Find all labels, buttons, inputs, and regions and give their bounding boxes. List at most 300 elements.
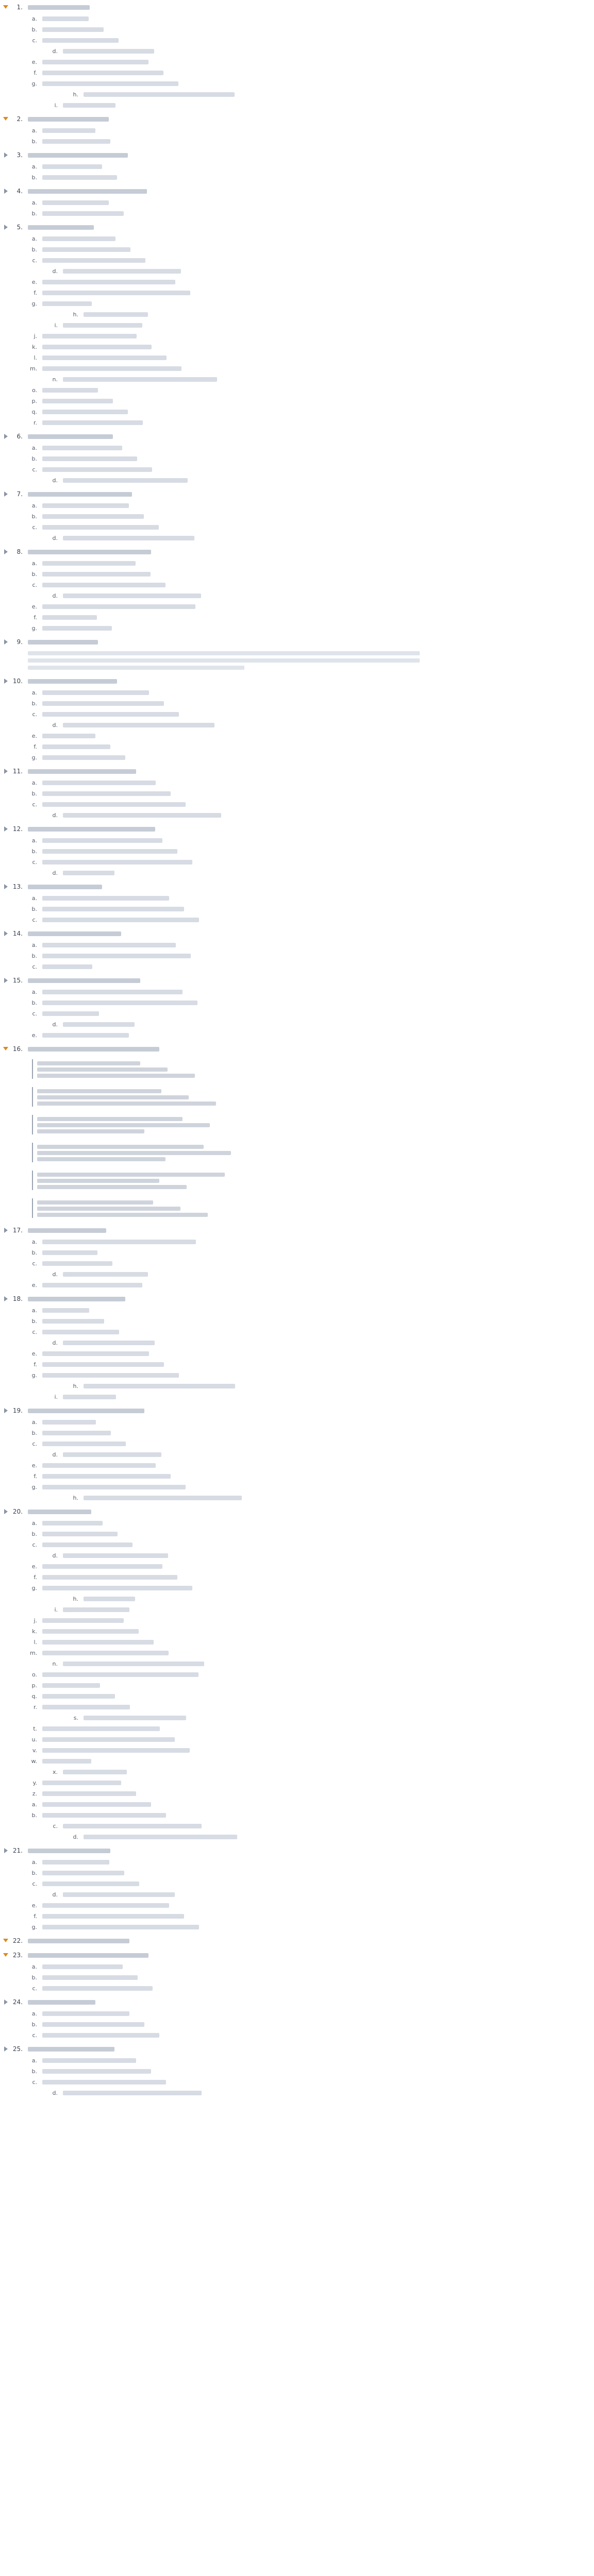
list-item [3,1417,581,1428]
section-title-placeholder [28,1939,129,1943]
section-heading[interactable] [3,1225,581,1236]
section-title-placeholder [28,434,113,439]
outline-section [3,1405,581,1503]
item-marker: e. [31,1902,37,1909]
list-item [3,1008,581,1019]
item-marker: g. [31,80,37,87]
item-text-placeholder [42,918,199,922]
expand-toggle-icon[interactable] [4,2046,8,2052]
section-heading[interactable] [3,222,581,233]
list-item [3,1392,581,1402]
list-item [3,951,581,961]
item-marker: a. [31,689,37,696]
item-marker: b. [31,2068,37,2075]
list-item [3,57,581,67]
item-marker: e. [31,1563,37,1570]
formula-line-placeholder [37,1207,180,1211]
item-marker: c. [32,37,37,44]
expand-toggle-icon[interactable] [3,1939,8,1942]
item-marker: d. [52,1891,58,1898]
list-item [3,752,581,763]
list-item [3,1604,581,1615]
outline-section [3,1506,581,1842]
list-item [3,1777,581,1788]
item-text-placeholder [42,1543,133,1547]
item-text-placeholder [42,712,179,717]
section-number: 25. [12,2045,23,2053]
section-heading[interactable] [3,1044,581,1055]
list-item [3,464,581,475]
item-marker: b. [31,138,37,145]
item-marker: a. [31,2010,37,2017]
outline-section [3,1044,581,1222]
item-marker: c. [32,1329,37,1335]
item-marker: c. [32,963,37,970]
item-marker: k. [32,344,37,350]
item-text-placeholder [42,258,145,263]
item-marker: d. [52,1021,58,1028]
section-heading[interactable] [3,489,581,500]
list-item [3,374,581,385]
section-heading[interactable] [3,431,581,443]
item-marker: b. [31,1318,37,1325]
item-marker: c. [32,1440,37,1447]
formula-line-placeholder [37,1200,153,1205]
outline-section [3,150,581,183]
section-heading[interactable] [3,186,581,197]
list-item [3,1583,581,1594]
section-heading[interactable] [3,928,581,940]
item-text-placeholder [42,1802,151,1807]
item-marker: b. [31,26,37,33]
item-marker: p. [31,1682,37,1689]
list-item [3,857,581,868]
section-heading[interactable] [3,2044,581,2055]
item-text-placeholder [42,755,125,760]
list-item [3,2077,581,2088]
paragraph-line-placeholder [28,658,420,663]
item-marker: g. [31,625,37,632]
item-marker: f. [34,743,37,750]
expand-toggle-icon[interactable] [4,1848,8,1853]
section-heading[interactable] [3,1405,581,1417]
item-marker: d. [52,1552,58,1559]
expand-toggle-icon[interactable] [4,978,8,983]
expand-toggle-icon[interactable] [4,225,8,230]
section-title-placeholder [28,1510,91,1514]
item-marker: d. [52,592,58,599]
item-marker: b. [31,1249,37,1256]
formula-block [3,1055,581,1083]
section-heading[interactable] [3,975,581,987]
item-marker: g. [31,1372,37,1379]
item-text-placeholder [42,1463,156,1468]
item-marker: a. [31,837,37,844]
list-item [3,1734,581,1745]
item-text-placeholder [42,175,117,180]
expand-toggle-icon[interactable] [4,1228,8,1233]
section-number: 2. [16,115,23,123]
list-item [3,1594,581,1604]
item-text-placeholder [63,723,214,727]
item-text-placeholder [42,1283,142,1287]
item-text-placeholder [42,572,151,577]
list-item [3,569,581,580]
outline-section [3,928,581,972]
item-text-placeholder [42,1521,103,1526]
list-item [3,1878,581,1889]
section-title-placeholder [28,153,128,158]
item-text-placeholder [42,791,171,796]
expand-toggle-icon[interactable] [4,1509,8,1514]
list-item [3,940,581,951]
item-text-placeholder [63,1272,148,1277]
item-marker: a. [31,1307,37,1314]
item-text-placeholder [42,1882,139,1886]
item-marker: b. [31,513,37,520]
section-title-placeholder [28,550,151,554]
item-text-placeholder [42,1575,177,1580]
list-item [3,100,581,111]
item-text-placeholder [42,1240,196,1244]
item-marker: c. [32,859,37,866]
expand-toggle-icon[interactable] [3,117,8,121]
item-text-placeholder [42,744,110,749]
item-marker: s. [73,1715,78,1721]
list-item [3,868,581,878]
item-text-placeholder [63,1022,135,1027]
item-text-placeholder [42,626,112,631]
list-item [3,255,581,266]
item-marker: e. [31,1462,37,1469]
item-marker: x. [52,1769,58,1775]
expand-toggle-icon[interactable] [4,769,8,774]
formula-block [3,1166,581,1194]
section-heading[interactable] [3,114,581,125]
list-item [3,1810,581,1821]
section-number: 10. [12,677,23,685]
section-number: 17. [12,1227,23,1234]
list-item [3,13,581,24]
item-text-placeholder [63,478,188,483]
expand-toggle-icon[interactable] [4,1408,8,1413]
item-text-placeholder [63,1452,161,1457]
list-item [3,1680,581,1691]
section-heading[interactable] [3,1936,581,1947]
section-heading[interactable] [3,676,581,687]
section-heading[interactable] [3,882,581,893]
item-text-placeholder [84,92,235,97]
item-marker: q. [31,409,37,415]
expand-toggle-icon[interactable] [3,1953,8,1957]
list-item [3,352,581,363]
item-marker: c. [32,1880,37,1887]
item-marker: b. [31,848,37,855]
formula-line-placeholder [37,1089,161,1093]
item-text-placeholder [42,2080,166,2084]
list-item [3,1280,581,1291]
section-title-placeholder [28,1953,148,1958]
item-marker: d. [52,812,58,819]
item-marker: l. [34,1639,37,1646]
list-item [3,1669,581,1680]
list-item [3,1359,581,1370]
item-text-placeholder [63,536,194,540]
item-text-placeholder [42,399,113,403]
item-text-placeholder [42,388,98,393]
list-item [3,522,581,533]
item-marker: g. [31,1484,37,1490]
section-heading[interactable] [3,1845,581,1857]
item-marker: a. [31,235,37,242]
section-number: 21. [12,1847,23,1854]
item-text-placeholder [42,990,183,994]
expand-toggle-icon[interactable] [4,492,8,497]
item-marker: e. [31,1282,37,1289]
item-marker: d. [52,48,58,55]
item-marker: i. [54,1394,58,1400]
list-item [3,2019,581,2030]
item-text-placeholder [42,2069,151,2074]
item-text-placeholder [63,1341,155,1345]
item-marker: h. [73,1383,78,1389]
item-text-placeholder [42,1860,109,1865]
expand-toggle-icon[interactable] [4,549,8,554]
item-text-placeholder [42,802,186,807]
item-marker: b. [31,246,37,253]
list-item [3,1493,581,1503]
list-item [3,623,581,634]
item-text-placeholder [42,1651,169,1655]
formula-line-placeholder [37,1067,168,1072]
item-marker: b. [31,1430,37,1436]
list-item [3,1745,581,1756]
section-number: 13. [12,883,23,890]
item-text-placeholder [42,503,129,508]
list-item [3,233,581,244]
item-text-placeholder [42,2033,159,2038]
item-marker: n. [52,1660,58,1667]
item-text-placeholder [84,312,148,317]
item-text-placeholder [42,1781,121,1785]
outline-section [3,676,581,763]
list-item [3,1889,581,1900]
item-text-placeholder [42,1308,89,1313]
item-text-placeholder [42,838,162,843]
outline-section [3,1997,581,2041]
list-item [3,2030,581,2041]
item-marker: q. [31,1693,37,1700]
section-heading[interactable] [3,824,581,835]
item-text-placeholder [42,1640,154,1645]
item-marker: f. [34,614,37,621]
section-heading[interactable] [3,1997,581,2008]
list-item [3,720,581,731]
item-marker: b. [31,953,37,959]
item-text-placeholder [42,1420,96,1425]
item-text-placeholder [42,410,128,414]
expand-toggle-icon[interactable] [4,826,8,832]
list-item [3,298,581,309]
section-title-placeholder [28,885,102,889]
list-item [3,1030,581,1041]
list-item [3,741,581,752]
list-item [3,799,581,810]
list-item [3,1381,581,1392]
list-item [3,893,581,904]
list-item [3,385,581,396]
section-heading[interactable] [3,2,581,13]
outline-section [3,2,581,111]
section-title-placeholder [28,1228,106,1233]
outline-section [3,1936,581,1947]
section-heading[interactable] [3,766,581,777]
expand-toggle-icon[interactable] [4,884,8,889]
item-text-placeholder [63,813,221,818]
section-number: 24. [12,1998,23,2006]
expand-toggle-icon[interactable] [4,1296,8,1301]
section-title-placeholder [28,2000,95,2005]
item-marker: b. [31,2021,37,2028]
item-marker: c. [32,711,37,718]
item-marker: a. [31,779,37,786]
item-marker: e. [31,59,37,65]
item-marker: e. [31,733,37,739]
list-item [3,1438,581,1449]
outline-section [3,1225,581,1291]
item-text-placeholder [42,2011,129,2016]
item-text-placeholder [42,128,95,133]
list-item [3,1983,581,1994]
expand-toggle-icon[interactable] [3,1047,8,1050]
item-text-placeholder [84,1496,242,1500]
expand-toggle-icon[interactable] [4,931,8,936]
item-text-placeholder [42,1964,123,1969]
section-heading[interactable] [3,1506,581,1518]
list-item [3,208,581,219]
item-marker: a. [31,895,37,902]
item-text-placeholder [42,1694,115,1699]
item-text-placeholder [42,1871,124,1875]
list-item [3,1868,581,1878]
list-item [3,1799,581,1810]
list-item [3,161,581,172]
list-item [3,1348,581,1359]
item-text-placeholder [42,1726,160,1731]
list-item [3,590,581,601]
expand-toggle-icon[interactable] [4,679,8,684]
section-heading[interactable] [3,150,581,161]
item-text-placeholder [42,280,175,284]
section-title-placeholder [28,225,94,230]
item-marker: c. [32,1260,37,1267]
list-item [3,997,581,1008]
list-item [3,1337,581,1348]
item-marker: y. [32,1780,37,1786]
item-marker: b. [31,906,37,912]
list-item [3,1911,581,1922]
item-marker: r. [33,419,37,426]
item-marker: u. [31,1736,37,1743]
item-marker: d. [73,1834,78,1840]
section-heading[interactable] [3,1950,581,1961]
outline-section [3,114,581,147]
list-item [3,1460,581,1471]
item-text-placeholder [42,734,95,738]
item-marker: b. [31,1812,37,1819]
item-text-placeholder [63,594,201,598]
list-item [3,244,581,255]
item-text-placeholder [42,1319,104,1324]
item-marker: v. [32,1747,37,1754]
item-marker: c. [32,524,37,531]
item-text-placeholder [42,1759,91,1764]
section-heading[interactable] [3,637,581,648]
item-text-placeholder [42,2022,144,2027]
list-item [3,1316,581,1327]
item-text-placeholder [84,1384,235,1388]
formula-line-placeholder [37,1129,144,1133]
expand-toggle-icon[interactable] [3,5,8,9]
list-item [3,601,581,612]
list-item [3,1370,581,1381]
section-heading[interactable] [3,547,581,558]
expand-toggle-icon[interactable] [4,1999,8,2005]
item-text-placeholder [42,781,156,785]
item-text-placeholder [42,16,89,21]
item-text-placeholder [42,1925,199,1929]
item-text-placeholder [84,1835,237,1839]
item-text-placeholder [63,323,142,328]
list-item [3,1972,581,1983]
item-text-placeholder [42,615,97,620]
item-marker: a. [31,445,37,451]
section-title-placeholder [28,189,147,194]
outline-section [3,975,581,1041]
list-item [3,331,581,342]
item-text-placeholder [42,1914,184,1919]
section-number: 18. [12,1295,23,1302]
list-item [3,1539,581,1550]
item-marker: c. [32,466,37,473]
list-item [3,1626,581,1637]
expand-toggle-icon[interactable] [4,189,8,194]
item-marker: d. [52,1340,58,1346]
item-marker: o. [31,1671,37,1678]
item-marker: h. [73,1596,78,1602]
item-marker: m. [30,1650,38,1656]
item-text-placeholder [42,701,164,706]
expand-toggle-icon[interactable] [4,639,8,645]
item-marker: b. [31,455,37,462]
section-title-placeholder [28,827,155,832]
expand-toggle-icon[interactable] [4,434,8,439]
list-item [3,136,581,147]
item-text-placeholder [42,1748,190,1753]
expand-toggle-icon[interactable] [4,152,8,158]
list-item [3,731,581,741]
item-marker: g. [31,754,37,761]
list-item [3,1922,581,1933]
item-marker: a. [31,15,37,22]
item-marker: c. [32,582,37,588]
list-item [3,698,581,709]
item-text-placeholder [42,1903,169,1908]
item-marker: o. [31,387,37,394]
section-heading[interactable] [3,1294,581,1305]
section-number: 1. [16,4,23,11]
item-marker: c. [32,257,37,264]
